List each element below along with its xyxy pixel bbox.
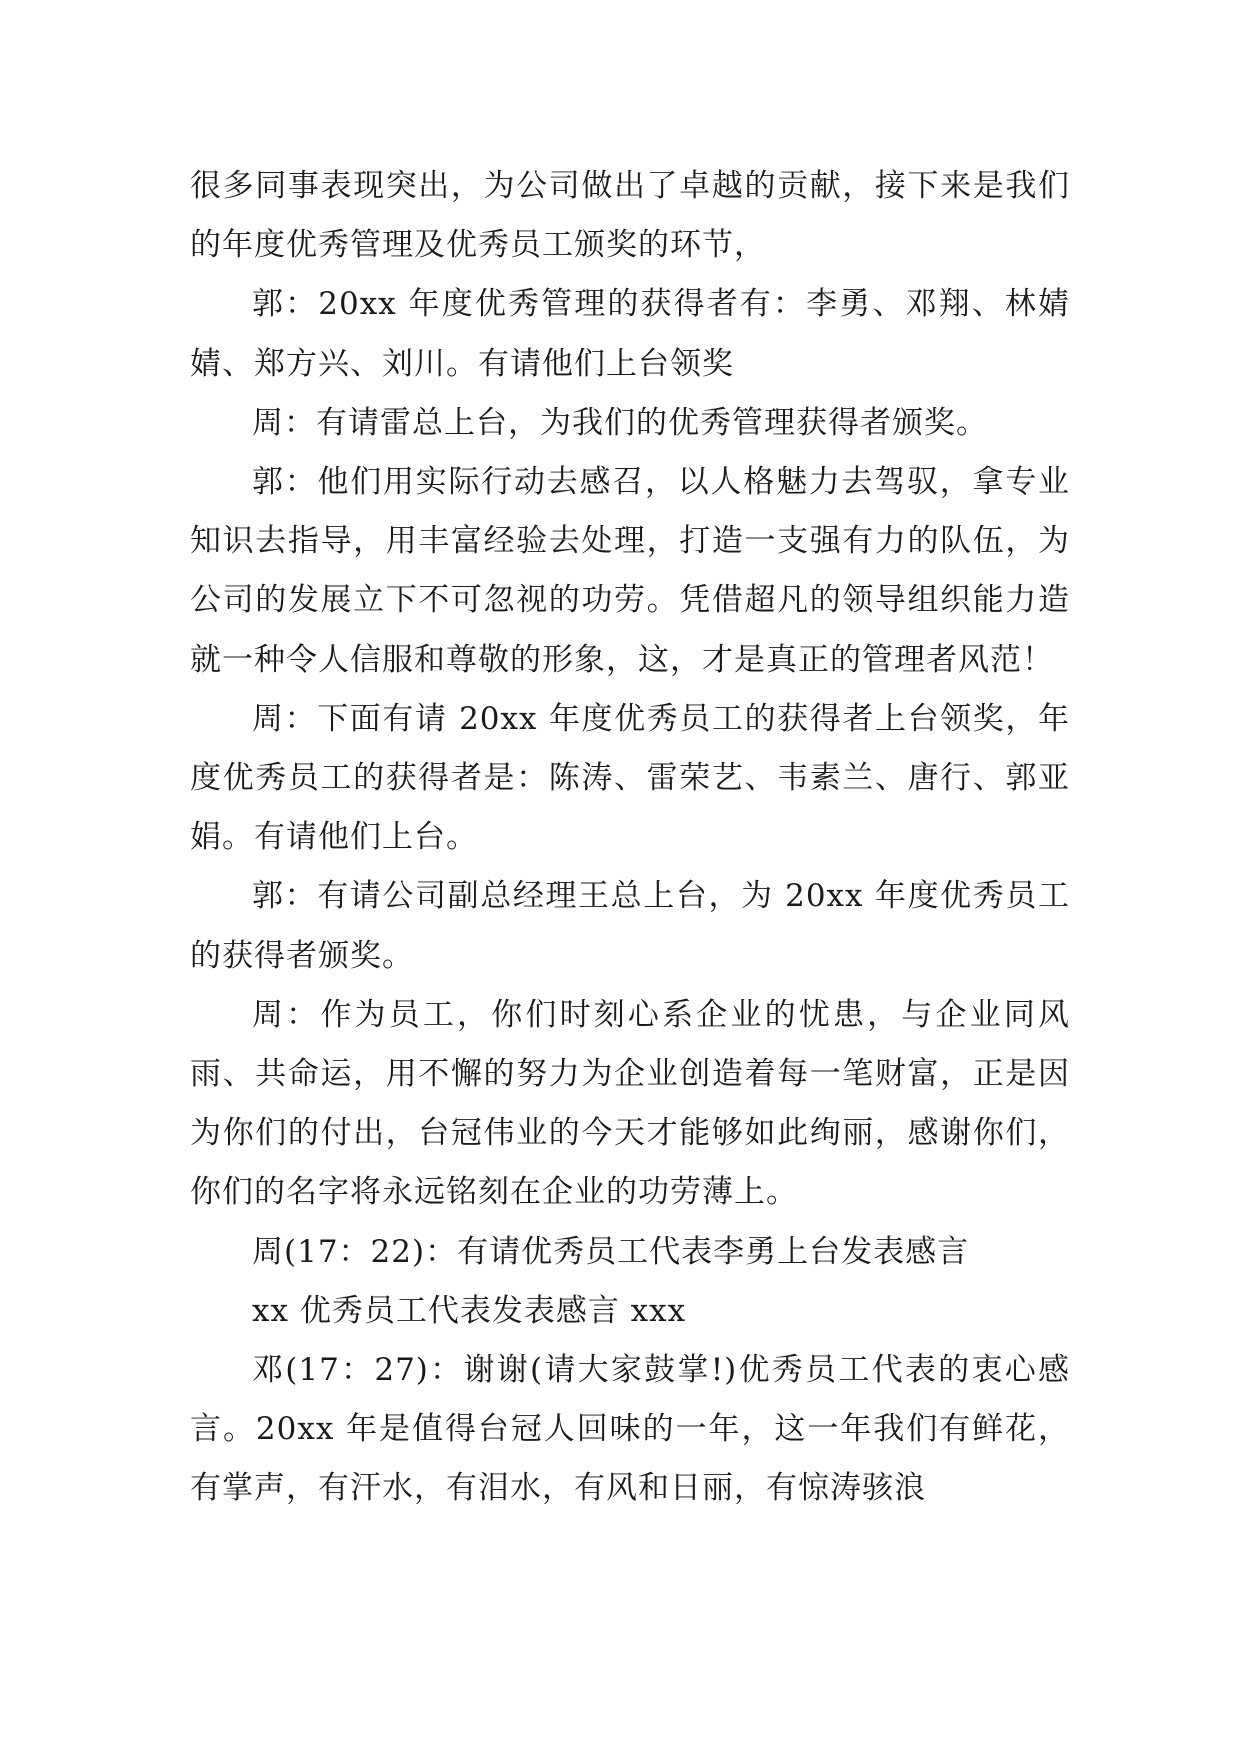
- paragraph-invite-representative: 周(17：22)：有请优秀员工代表李勇上台发表感言: [252, 1233, 970, 1270]
- paragraph-management-praise: 郭：他们用实际行动去感召，以人格魅力去驾驭，拿专业知识去指导，用丰富经验去处理，打造一支强有力的队伍，为公司的发展立下不可忽视的功劳。凭借超凡的领导组织能力造就一种令人信服和尊敬的形象，这，才是真正的管理者风范！: [190, 464, 1070, 678]
- paragraph-invite-president: 周：有请雷总上台，为我们的优秀管理获得者颁奖。: [252, 404, 988, 441]
- paragraph-employee-praise: 周：作为员工，你们时刻心系企业的忧患，与企业同风雨、共命运，用不懈的努力为企业创造着每一笔财富，正是因为你们的付出，台冠伟业的今天才能够如此绚丽，感谢你们，你们的名字将永远铭刻在企业的功劳薄上。: [190, 996, 1070, 1211]
- paragraph-employee-winners: 周：下面有请 20xx 年度优秀员工的获得者上台领奖，年度优秀员工的获得者是：陈涛、雷荣艺、韦素兰、唐行、郭亚娟。有请他们上台。: [190, 700, 1070, 856]
- paragraph-invite-vice-president: 郭：有请公司副总经理王总上台，为 20xx 年度优秀员工的获得者颁奖。: [190, 878, 1070, 974]
- paragraph-year-review: 邓(17：27)：谢谢(请大家鼓掌!)优秀员工代表的衷心感言。20xx 年是值得台冠人回味的一年，这一年我们有鲜花，有掌声，有汗水，有泪水，有风和日丽，有惊涛骇浪: [190, 1352, 1070, 1507]
- paragraph-representative-speech: xx 优秀员工代表发表感言 xxx: [252, 1292, 687, 1329]
- paragraph-management-winners: 郭：20xx 年度优秀管理的获得者有：李勇、邓翔、林婧婧、郑方兴、刘川。有请他们上台领奖: [190, 286, 1070, 382]
- paragraph-continued-intro: 很多同事表现突出，为公司做出了卓越的贡献，接下来是我们的年度优秀管理及优秀员工颁奖的环节，: [190, 168, 1070, 264]
- document-body: [190, 157, 1070, 1519]
